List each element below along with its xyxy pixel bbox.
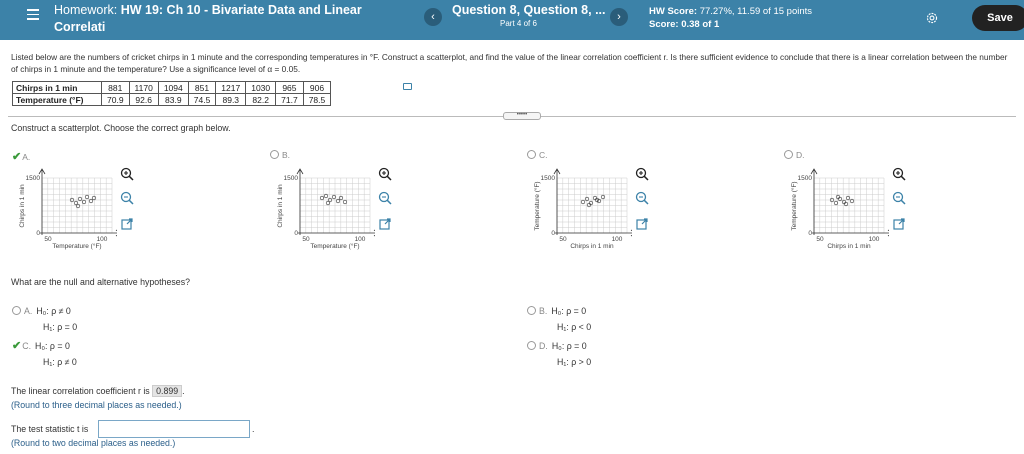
- y-axis-label: Temperature (°F): [534, 181, 541, 231]
- x-axis-label: Chirps in 1 min: [827, 243, 871, 250]
- chevron-right-icon: ›: [617, 11, 621, 23]
- save-button[interactable]: Save: [972, 5, 1024, 31]
- popout-icon[interactable]: [891, 216, 907, 232]
- hypothesis-option-c[interactable]: ✔C. H₀: ρ = 0 H₁: ρ ≠ 0: [12, 340, 77, 367]
- test-stat-suffix: .: [252, 424, 255, 434]
- homework-title: Homework: HW 19: Ch 10 - Bivariate Data and Linear Correlati: [54, 3, 362, 34]
- scatter-point: [332, 195, 336, 199]
- scatter-point: [836, 195, 840, 199]
- scatter-point: [92, 196, 96, 200]
- scatter-point: [85, 195, 89, 199]
- scatter-point: [336, 199, 340, 203]
- zoom-in-icon[interactable]: [634, 166, 650, 182]
- option-letter: A.: [22, 152, 31, 162]
- menu-icon[interactable]: [27, 9, 39, 23]
- zoom-out-icon[interactable]: [891, 190, 907, 206]
- scatter-point: [581, 200, 585, 204]
- scatter-point: [585, 197, 589, 201]
- x-tick-label: 100: [354, 236, 366, 243]
- scatter-point: [601, 195, 605, 199]
- test-statistic-input[interactable]: [98, 420, 250, 438]
- zoom-out-icon[interactable]: [634, 190, 650, 206]
- x-axis-label: Chirps in 1 min: [570, 243, 614, 250]
- x-tick-label: 100: [96, 236, 108, 243]
- scatter-point: [850, 199, 854, 203]
- scatter-point: [343, 200, 347, 204]
- checkmark-icon: ✔: [12, 151, 22, 163]
- y-tick-label: 0: [551, 230, 555, 237]
- zoom-in-icon[interactable]: [891, 166, 907, 182]
- radio-button[interactable]: [527, 150, 536, 159]
- zoom-out-icon[interactable]: [377, 190, 393, 206]
- x-axis-label: Temperature (°F): [310, 243, 360, 250]
- zoom-in-icon[interactable]: [119, 166, 135, 182]
- scatter-point: [76, 204, 80, 208]
- y-axis-label: Chirps in 1 min: [19, 184, 26, 228]
- x-tick-label: 50: [302, 236, 310, 243]
- correlation-note: (Round to three decimal places as needed.): [11, 400, 182, 410]
- chevron-left-icon: ‹: [431, 11, 435, 23]
- y-tick-label: 1500: [797, 175, 812, 182]
- hypothesis-option-a[interactable]: A. H₀: ρ ≠ 0 H₁: ρ = 0: [12, 303, 77, 335]
- scatter-point: [89, 199, 93, 203]
- radio-button[interactable]: [270, 150, 279, 159]
- x-tick-label: 50: [559, 236, 567, 243]
- graph-option-label[interactable]: [270, 150, 290, 160]
- table-row: Temperature (°F) 70.9 92.6 83.9 74.5 89.3 82.2 71.7 78.5: [13, 94, 331, 106]
- graph-option-label[interactable]: [527, 150, 548, 160]
- scatterplot-thumbnail: [270, 163, 375, 263]
- popout-icon[interactable]: [119, 216, 135, 232]
- scatter-point: [846, 196, 850, 200]
- copy-data-icon[interactable]: [403, 83, 412, 90]
- y-tick-label: 1500: [283, 175, 298, 182]
- question-title: Question 8, Question 8, ...: [452, 3, 606, 17]
- y-tick-label: 0: [294, 230, 298, 237]
- scatter-point: [593, 196, 597, 200]
- data-table: [12, 81, 331, 106]
- scatter-point: [842, 200, 846, 204]
- zoom-in-icon[interactable]: [377, 166, 393, 182]
- scatter-point: [838, 197, 842, 201]
- gear-icon[interactable]: [925, 11, 939, 25]
- radio-button[interactable]: [527, 341, 536, 350]
- y-tick-label: 1500: [540, 175, 555, 182]
- graph-option-label[interactable]: [784, 150, 805, 160]
- scatterplot-thumbnail: [527, 163, 632, 263]
- x-tick-label: 100: [868, 236, 880, 243]
- correlation-line: The linear correlation coefficient r is 0.899 .: [11, 386, 185, 396]
- x-axis-label: Temperature (°F): [52, 243, 102, 250]
- option-letter: D.: [796, 150, 805, 160]
- radio-button[interactable]: [784, 150, 793, 159]
- axes: [297, 169, 375, 236]
- y-tick-label: 0: [36, 230, 40, 237]
- hypothesis-option-b[interactable]: B. H₀: ρ = 0 H₁: ρ < 0: [527, 303, 591, 335]
- table-row: Chirps in 1 min 881 1170 1094 851 1217 1030 965 906: [13, 82, 331, 94]
- scatterplot-thumbnail: [12, 163, 117, 263]
- y-tick-label: 1500: [25, 175, 40, 182]
- scatter-point: [78, 197, 82, 201]
- hypothesis-question: What are the null and alternative hypotheses?: [11, 277, 190, 287]
- next-question-button[interactable]: [610, 8, 628, 26]
- test-stat-prompt: The test statistic t is: [11, 424, 89, 434]
- correlation-answer: 0.899: [152, 385, 182, 397]
- y-tick-label: 0: [808, 230, 812, 237]
- y-axis-label: Temperature (°F): [791, 181, 798, 231]
- popout-icon[interactable]: [634, 216, 650, 232]
- scatter-point: [589, 201, 593, 205]
- x-tick-label: 100: [611, 236, 623, 243]
- test-stat-note: (Round to two decimal places as needed.): [11, 438, 176, 448]
- x-tick-label: 50: [44, 236, 52, 243]
- expand-button[interactable]: •••••: [503, 112, 541, 120]
- zoom-out-icon[interactable]: [119, 190, 135, 206]
- top-bar: [0, 0, 1024, 40]
- scatter-instruction: Construct a scatterplot. Choose the correct graph below.: [11, 123, 231, 133]
- scatter-point: [587, 203, 591, 207]
- question-part: Part 4 of 6: [500, 19, 537, 28]
- question-prompt: Listed below are the numbers of cricket chirps in 1 minute and the corresponding temperatures in °F. Construct a scatterplot, and find the value of the linear correlation coefficient r. Is there sufficient evidence to conclude that there is a linear correlation between the number of chirps in 1 minute and the temperature? Use a significance level of α = 0.05.: [11, 52, 1008, 74]
- axes: [811, 169, 889, 236]
- radio-button[interactable]: [12, 306, 21, 315]
- graph-option-label[interactable]: [12, 150, 30, 163]
- x-tick-label: 50: [816, 236, 824, 243]
- option-letter: C.: [539, 150, 548, 160]
- option-letter: B.: [282, 150, 291, 160]
- checkmark-icon: ✔: [12, 340, 22, 352]
- popout-icon[interactable]: [377, 216, 393, 232]
- previous-question-button[interactable]: [424, 8, 442, 26]
- hypothesis-option-d[interactable]: D. H₀: ρ = 0 H₁: ρ > 0: [527, 338, 591, 370]
- y-axis-label: Chirps in 1 min: [277, 184, 284, 228]
- scatterplot-thumbnail: [784, 163, 889, 263]
- score-panel: HW Score: 77.27%, 11.59 of 15 points Score: 0.38 of 1: [649, 6, 813, 30]
- radio-button[interactable]: [527, 306, 536, 315]
